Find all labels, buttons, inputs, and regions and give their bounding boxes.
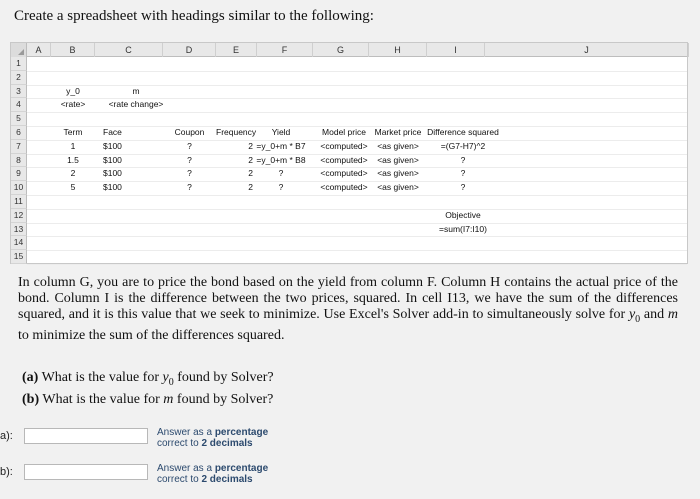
- cell-h7[interactable]: <as given>: [377, 140, 419, 151]
- cell-e7[interactable]: 2: [248, 140, 253, 151]
- cell-c10[interactable]: $100: [103, 182, 122, 193]
- row-header-13[interactable]: 13: [11, 223, 27, 237]
- question-b: (b) What is the value for m found by Solver?: [22, 392, 274, 407]
- cell-i6[interactable]: Difference squared: [427, 127, 499, 137]
- cell-i7[interactable]: =(G7-H7)^2: [440, 140, 486, 151]
- answer-a-label: a):: [0, 430, 13, 442]
- cell-d8[interactable]: ?: [187, 154, 192, 165]
- cell-f6[interactable]: Yield: [271, 127, 291, 137]
- cell-e6[interactable]: Frequency: [216, 127, 257, 137]
- question-heading: Create a spreadsheet with headings similar to the following:: [14, 8, 374, 24]
- row-header-12[interactable]: 12: [11, 209, 27, 223]
- question-a: (a) What is the value for $y_0$ found by Solver?: [22, 370, 274, 388]
- cell-b9[interactable]: 2: [70, 168, 76, 179]
- row-header-6[interactable]: 6: [11, 126, 27, 140]
- answer-a-hint: Answer as a percentage correct to 2 decimals: [157, 427, 269, 449]
- cell-d10[interactable]: ?: [187, 182, 192, 193]
- gridline: [27, 71, 687, 72]
- cell-i8[interactable]: ?: [460, 154, 466, 165]
- gridline: [27, 195, 687, 196]
- cell-g10[interactable]: <computed>: [320, 182, 368, 193]
- gridline: [27, 250, 687, 251]
- cell-c4[interactable]: <rate change>: [108, 99, 164, 110]
- row-header-1[interactable]: 1: [11, 57, 27, 71]
- gridline: [27, 223, 687, 224]
- cell-c9[interactable]: $100: [103, 168, 122, 179]
- cell-c8[interactable]: $100: [103, 154, 122, 165]
- row-header-11[interactable]: 11: [11, 195, 27, 209]
- cell-g9[interactable]: <computed>: [320, 168, 368, 179]
- cell-f7[interactable]: =y_0+m * B7: [256, 140, 306, 151]
- column-header-d[interactable]: D: [163, 43, 216, 57]
- cell-i13[interactable]: =sum(I7:I10): [439, 223, 487, 234]
- cell-d6[interactable]: Coupon: [174, 127, 205, 137]
- gridline: [27, 264, 687, 265]
- row-header-5[interactable]: 5: [11, 112, 27, 126]
- row-header-4[interactable]: 4: [11, 98, 27, 112]
- row-header-15[interactable]: 15: [11, 250, 27, 264]
- cell-f10[interactable]: ?: [278, 182, 284, 193]
- cell-h10[interactable]: <as given>: [377, 182, 419, 193]
- answer-a-input[interactable]: [24, 428, 148, 444]
- cell-d9[interactable]: ?: [187, 168, 192, 179]
- row-header-9[interactable]: 9: [11, 167, 27, 181]
- column-header-j[interactable]: J: [485, 43, 689, 57]
- column-header-g[interactable]: G: [313, 43, 369, 57]
- column-header-h[interactable]: H: [369, 43, 427, 57]
- cell-c7[interactable]: $100: [103, 140, 122, 151]
- cell-b6[interactable]: Term: [63, 127, 83, 137]
- cell-f9[interactable]: ?: [278, 168, 284, 179]
- cell-h8[interactable]: <as given>: [377, 154, 419, 165]
- cell-i10[interactable]: ?: [460, 182, 466, 193]
- row-header-7[interactable]: 7: [11, 140, 27, 154]
- column-header-b[interactable]: B: [51, 43, 95, 57]
- cell-b7[interactable]: 1: [70, 140, 76, 151]
- column-header-e[interactable]: E: [216, 43, 257, 57]
- row-header-2[interactable]: 2: [11, 71, 27, 85]
- column-header-i[interactable]: I: [427, 43, 485, 57]
- gridline: [27, 236, 687, 237]
- cell-d7[interactable]: ?: [187, 140, 192, 151]
- cell-b3[interactable]: y_0: [66, 85, 80, 96]
- cell-h9[interactable]: <as given>: [377, 168, 419, 179]
- cell-b10[interactable]: 5: [70, 182, 76, 193]
- cell-f8[interactable]: =y_0+m * B8: [256, 154, 306, 165]
- cell-e8[interactable]: 2: [248, 154, 253, 165]
- cell-i9[interactable]: ?: [460, 168, 466, 179]
- cell-i12[interactable]: Objective: [445, 209, 481, 220]
- spreadsheet: [10, 42, 688, 264]
- cell-h6[interactable]: Market price: [374, 127, 422, 137]
- row-header-14[interactable]: 14: [11, 236, 27, 250]
- cell-c6[interactable]: Face: [103, 127, 122, 137]
- cell-g7[interactable]: <computed>: [320, 140, 368, 151]
- cell-c3[interactable]: m: [132, 85, 140, 96]
- row-header-10[interactable]: 10: [11, 181, 27, 195]
- instructions-paragraph: In column G, you are to price the bond based on the yield from column F. Column H contains the actual price of the bond. Column I is the difference between the two prices, squared. In cell I13, we have the sum of the differences squared, and it is this value that we seek to minimize. Use Excel's Solver add-in to simultaneously solve for $y_0$ and m to minimize the sum of the differences squared.: [18, 275, 678, 343]
- cell-g8[interactable]: <computed>: [320, 154, 368, 165]
- row-header-8[interactable]: 8: [11, 154, 27, 168]
- column-header-a[interactable]: A: [27, 43, 51, 57]
- select-all-corner: [11, 43, 27, 57]
- cell-e9[interactable]: 2: [248, 168, 253, 179]
- answer-b-hint: Answer as a percentage correct to 2 decimals: [157, 463, 269, 485]
- column-header-f[interactable]: F: [257, 43, 313, 57]
- gridline: [27, 209, 687, 210]
- cell-b8[interactable]: 1.5: [67, 154, 79, 165]
- column-header-c[interactable]: C: [95, 43, 163, 57]
- gridline: [27, 112, 687, 113]
- cell-b4[interactable]: <rate>: [60, 99, 86, 110]
- answer-b-input[interactable]: [24, 464, 148, 480]
- cell-e10[interactable]: 2: [248, 182, 253, 193]
- answer-b-label: b):: [0, 466, 13, 478]
- cell-g6[interactable]: Model price: [322, 127, 366, 137]
- row-header-3[interactable]: 3: [11, 85, 27, 99]
